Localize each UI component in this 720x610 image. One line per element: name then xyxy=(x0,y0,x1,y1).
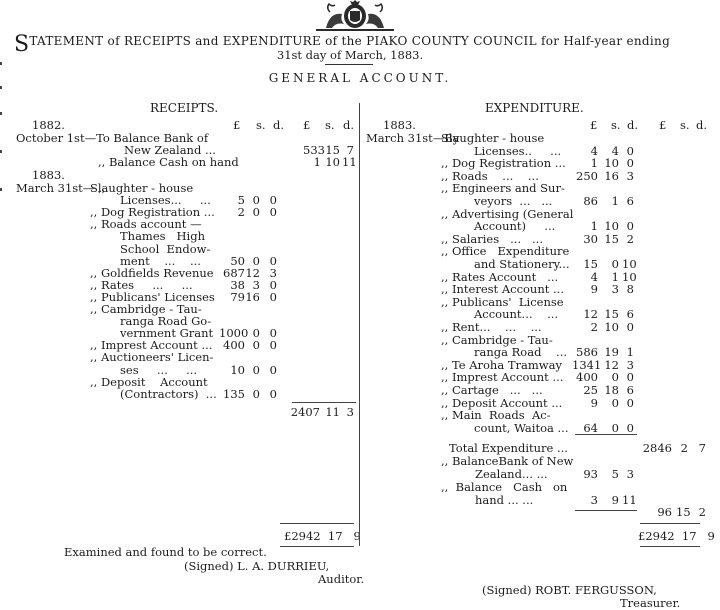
ledger-item-label: ,, Deposit Account ... xyxy=(441,395,563,410)
ledger-amount-pence: 3 xyxy=(626,357,634,372)
treasurer-signature: (Signed) ROBT. FERGUSSON, xyxy=(482,583,657,597)
title-initial: S xyxy=(14,32,30,57)
ledger-amount-shillings: 15 xyxy=(604,307,619,322)
ledger-item-label: count, Waitoa ... xyxy=(474,420,569,435)
amount-shillings: 5 xyxy=(611,467,619,481)
ledger-item-label: Account) ... xyxy=(474,219,556,234)
ledger-item-label: vernment Grant xyxy=(120,326,214,341)
expenditure-heading: EXPENDITURE. xyxy=(485,101,584,115)
ledger-item-label: ,, Publicans' Licenses xyxy=(90,289,215,304)
ledger-amount-pence: 1 xyxy=(626,345,634,360)
currency-pound: £ xyxy=(233,118,241,132)
ledger-amount-pounds: 4 xyxy=(590,143,598,158)
ledger-amount-pence: 0 xyxy=(269,253,277,268)
balance-bank-label-cont: New Zealand ... xyxy=(124,143,216,157)
ledger-amount-pence: 3 xyxy=(269,265,277,280)
ledger-amount-pounds: 1 xyxy=(590,219,598,234)
ledger-item-label: ,, Rates Account ... xyxy=(441,269,559,284)
ledger-item-label: Account... ... xyxy=(474,307,559,322)
ledger-amount-pence: 6 xyxy=(626,194,634,208)
currency-shilling: s. xyxy=(256,118,266,132)
ledger-amount-pounds: 687 xyxy=(223,265,245,280)
ledger-item-label: Thames High xyxy=(120,229,205,244)
edge-mark xyxy=(0,188,2,191)
ledger-amount-pence: 0 xyxy=(269,386,277,401)
balance-bank-label-cont: Zealand... ... xyxy=(475,467,548,481)
ledger-item-label: School Endow- xyxy=(120,241,211,256)
currency-pound: £ xyxy=(303,118,311,132)
balance-cash-label: ,, Balance Cash on xyxy=(441,480,568,494)
ledger-amount-shillings: 3 xyxy=(252,277,260,292)
ledger-item-label: ,, Imprest Account ... xyxy=(441,370,564,385)
balance-cash-label: ,, Balance Cash on hand xyxy=(98,155,239,169)
currency-pence: d. xyxy=(696,118,708,132)
title-rule xyxy=(325,64,373,65)
ledger-item-label: Licenses.. ... xyxy=(474,143,562,158)
balance-bank-label: ,, BalanceBank of New xyxy=(441,454,574,468)
ledger-item-label: ,, Deposit Account xyxy=(90,374,208,389)
ledger-amount-pence: 0 xyxy=(269,205,277,220)
total-expenditure-label: Total Expenditure ... xyxy=(449,441,568,455)
ledger-amount-shillings: 15 xyxy=(604,231,619,246)
ledger-amount-pounds: 4 xyxy=(590,269,598,284)
ledger-item-label: ,, Salaries ... ... xyxy=(441,231,543,246)
ledger-item-label: ,, Dog Registration ... xyxy=(441,156,566,171)
currency-pence: d. xyxy=(273,118,285,132)
ledger-amount-pounds: 1 xyxy=(590,156,598,171)
ledger-amount-pence: 0 xyxy=(269,338,277,353)
ledger-item-label: and Stationery... xyxy=(474,257,570,271)
auditor-signature: (Signed) L. A. DURRIEU, xyxy=(184,559,330,573)
date-label: March 31st— ,, xyxy=(16,181,106,195)
ledger-amount-pounds: 86 xyxy=(583,194,598,208)
balance-sum-shillings: 15 xyxy=(676,505,691,519)
amount-pounds: 93 xyxy=(583,467,598,481)
ledger-amount-pence: 0 xyxy=(626,320,634,334)
subtotal-rule xyxy=(292,402,356,403)
ledger-amount-shillings: 12 xyxy=(245,265,260,280)
ledger-amount-pounds: 79 xyxy=(230,289,245,304)
ledger-amount-pence: 3 xyxy=(626,168,634,183)
ledger-amount-pounds: 9 xyxy=(590,395,598,410)
ledger-amount-shillings: 10 xyxy=(604,219,619,234)
currency-pence: d. xyxy=(343,118,355,132)
ledger-amount-pence: 10 xyxy=(622,269,637,284)
amount-pence: 3 xyxy=(626,467,634,481)
ledger-amount-pounds: 38 xyxy=(230,277,245,292)
ledger-item-label: veyors ... ... xyxy=(474,194,553,208)
ledger-item-label: Licenses... ... xyxy=(120,193,211,208)
date-label: March 31st—By xyxy=(366,131,460,145)
ledger-amount-shillings: 10 xyxy=(604,320,619,334)
ledger-amount-pounds: 25 xyxy=(583,383,598,397)
receipts-heading: RECEIPTS. xyxy=(150,101,219,115)
total-expenditure-shillings: 2 xyxy=(680,441,688,455)
ledger-amount-pounds: 400 xyxy=(223,338,245,353)
ledger-item-label: ,, Imprest Account ... xyxy=(90,338,213,353)
account-heading: GENERAL ACCOUNT. xyxy=(268,71,452,85)
ledger-item-label: ,, Interest Account ... xyxy=(441,282,564,297)
total-rule xyxy=(280,523,354,524)
ledger-amount-pence: 0 xyxy=(626,395,634,410)
ledger-amount-shillings: 1 xyxy=(611,269,619,284)
ledger-amount-pounds: 1000 xyxy=(219,326,249,341)
title-text: TATEMENT of RECEIPTS and EXPENDITURE of the PIAKO COUNTY COUNCIL for Half-year ending xyxy=(29,34,671,48)
ledger-amount-pounds: 12 xyxy=(583,307,598,322)
ledger-amount-shillings: 0 xyxy=(252,326,260,341)
ledger-amount-shillings: 0 xyxy=(611,395,619,410)
ledger-item-label: ment ... ... xyxy=(120,253,201,268)
amount-shillings: 15 xyxy=(325,143,340,157)
ledger-amount-pounds: 2 xyxy=(237,205,245,220)
ledger-amount-shillings: 12 xyxy=(604,357,619,372)
ledger-item-label: ,, Te Aroha Tramway xyxy=(441,357,562,372)
expenditure-total: £2942 17 9 xyxy=(638,529,715,543)
ledger-amount-pence: 0 xyxy=(626,156,634,171)
ledger-amount-pence: 0 xyxy=(626,219,634,234)
receipts-total: £2942 17 9 xyxy=(284,529,361,543)
ledger-amount-pounds: 1341 xyxy=(572,357,602,372)
amount-shillings: 9 xyxy=(611,493,619,507)
balance-bank-label: October 1st—To Balance Bank of xyxy=(16,131,209,145)
amount-pounds: 3 xyxy=(590,493,598,507)
subtotal-rule xyxy=(575,434,637,435)
ledger-amount-shillings: 19 xyxy=(604,345,619,360)
ledger-amount-shillings: 0 xyxy=(252,205,260,220)
ledger-amount-pence: 0 xyxy=(626,143,634,158)
amount-pence: 11 xyxy=(342,155,357,169)
amount-pounds: 1 xyxy=(313,155,321,169)
ledger-item-label: ,, Cambridge - Tau- xyxy=(90,302,202,316)
ledger-item-label: ,, Office Expenditure xyxy=(441,244,570,259)
ledger-item-label: ,, Cambridge - Tau- xyxy=(441,332,553,347)
subtotal-pence: 3 xyxy=(346,405,354,419)
amount-pence: 11 xyxy=(622,493,637,507)
year-label: 1882. xyxy=(32,118,65,132)
ledger-amount-shillings: 0 xyxy=(252,338,260,353)
amount-pounds: 533 xyxy=(303,143,325,157)
balance-cash-label-cont: hand ... ... xyxy=(475,493,534,507)
ledger-item-label: ,, Engineers and Sur- xyxy=(441,181,565,196)
edge-mark xyxy=(0,62,2,65)
treasurer-title: Treasurer. xyxy=(620,596,681,610)
examined-note: Examined and found to be correct. xyxy=(64,545,267,559)
amount-pence: 7 xyxy=(346,143,354,157)
ledger-amount-pence: 0 xyxy=(269,193,277,208)
ledger-item-label: Slaughter - house xyxy=(90,181,194,195)
ledger-amount-pounds: 2 xyxy=(590,320,598,334)
balance-sum-pounds: 96 xyxy=(657,505,672,519)
subtotal-pounds: 2407 xyxy=(290,405,320,419)
currency-shilling: s. xyxy=(611,118,621,132)
amount-shillings: 10 xyxy=(325,155,340,169)
ledger-amount-pounds: 250 xyxy=(576,168,598,183)
ledger-item-label: ranga Road ... xyxy=(474,345,568,360)
year-label: 1883. xyxy=(32,168,65,182)
ledger-item-label: (Contractors) ... xyxy=(120,386,217,401)
ledger-amount-pounds: 400 xyxy=(576,370,598,385)
ledger-item-label: ,, Main Roads Ac- xyxy=(441,408,551,423)
ledger-amount-pence: 2 xyxy=(626,231,634,246)
ledger-item-label: Slaughter - house xyxy=(441,131,545,145)
ledger-item-label: ranga Road Go- xyxy=(120,314,212,329)
ledger-item-label: ,, Roads ... ... xyxy=(441,168,539,183)
ledger-item-label: ,, Roads account — xyxy=(90,217,202,232)
ledger-amount-pence: 6 xyxy=(626,307,634,322)
ledger-amount-shillings: 0 xyxy=(252,386,260,401)
ledger-amount-pounds: 10 xyxy=(230,362,245,377)
balance-sum-pence: 2 xyxy=(698,505,706,519)
ledger-item-label: ,, Dog Registration ... xyxy=(90,205,215,220)
ledger-amount-pence: 10 xyxy=(622,257,637,271)
total-rule xyxy=(640,546,700,547)
statement-date: 31st day of March, 1883. xyxy=(276,48,424,62)
ledger-amount-shillings: 0 xyxy=(252,362,260,377)
ledger-item-label: ,, Rent... ... ... xyxy=(441,320,542,334)
ledger-item-label: ses ... ... xyxy=(120,362,198,377)
total-rule xyxy=(640,523,700,524)
edge-mark xyxy=(0,86,2,89)
ledger-amount-shillings: 0 xyxy=(611,420,619,435)
ledger-amount-pence: 0 xyxy=(269,277,277,292)
ledger-amount-pence: 8 xyxy=(626,282,634,297)
coat-of-arms-icon xyxy=(306,0,404,32)
auditor-title: Auditor. xyxy=(318,572,365,586)
ledger-amount-shillings: 1 xyxy=(611,194,619,208)
edge-mark xyxy=(0,150,2,153)
ledger-amount-shillings: 0 xyxy=(252,253,260,268)
ledger-amount-pence: 6 xyxy=(626,383,634,397)
currency-shilling: s. xyxy=(680,118,690,132)
ledger-amount-shillings: 16 xyxy=(245,289,260,304)
ledger-item-label: ,, Auctioneers' Licen- xyxy=(90,350,214,365)
ledger-amount-shillings: 10 xyxy=(604,156,619,171)
currency-pound: £ xyxy=(659,118,667,132)
ledger-amount-shillings: 0 xyxy=(252,193,260,208)
ledger-amount-shillings: 16 xyxy=(604,168,619,183)
ledger-amount-pounds: 5 xyxy=(237,193,245,208)
ledger-amount-pence: 0 xyxy=(269,289,277,304)
ledger-amount-pounds: 135 xyxy=(223,386,245,401)
ledger-amount-shillings: 0 xyxy=(611,370,619,385)
ledger-amount-pence: 0 xyxy=(626,420,634,435)
column-divider xyxy=(359,103,360,546)
total-expenditure-pounds: 2846 xyxy=(642,441,672,455)
ledger-amount-shillings: 4 xyxy=(611,143,619,158)
ledger-amount-pence: 0 xyxy=(269,362,277,377)
ledger-item-label: ,, Publicans' License xyxy=(441,294,564,309)
total-expenditure-pence: 7 xyxy=(698,441,706,455)
year-label: 1883. xyxy=(383,118,416,132)
subtotal-rule xyxy=(575,510,637,511)
ledger-amount-pounds: 64 xyxy=(583,420,598,435)
ledger-amount-pounds: 586 xyxy=(576,345,598,360)
ledger-item-label: ,, Goldfields Revenue xyxy=(90,265,214,280)
ledger-amount-pounds: 9 xyxy=(590,282,598,297)
ledger-amount-shillings: 3 xyxy=(611,282,619,297)
ledger-amount-shillings: 18 xyxy=(604,383,619,397)
ledger-item-label: ,, Cartage ... ... xyxy=(441,383,543,397)
currency-pound: £ xyxy=(590,118,598,132)
ledger-amount-pounds: 30 xyxy=(583,231,598,246)
ledger-amount-pence: 0 xyxy=(269,326,277,341)
subtotal-shillings: 11 xyxy=(325,405,340,419)
ledger-amount-pence: 0 xyxy=(626,370,634,385)
ledger-amount-shillings: 0 xyxy=(611,257,619,271)
ledger-item-label: ,, Rates ... ... xyxy=(90,277,193,292)
total-rule xyxy=(280,546,354,547)
edge-mark xyxy=(0,112,2,115)
ledger-amount-pounds: 50 xyxy=(230,253,245,268)
currency-shilling: s. xyxy=(325,118,335,132)
currency-pence: d. xyxy=(627,118,639,132)
ledger-amount-pounds: 15 xyxy=(583,257,598,271)
ledger-item-label: ,, Advertising (General xyxy=(441,206,574,221)
